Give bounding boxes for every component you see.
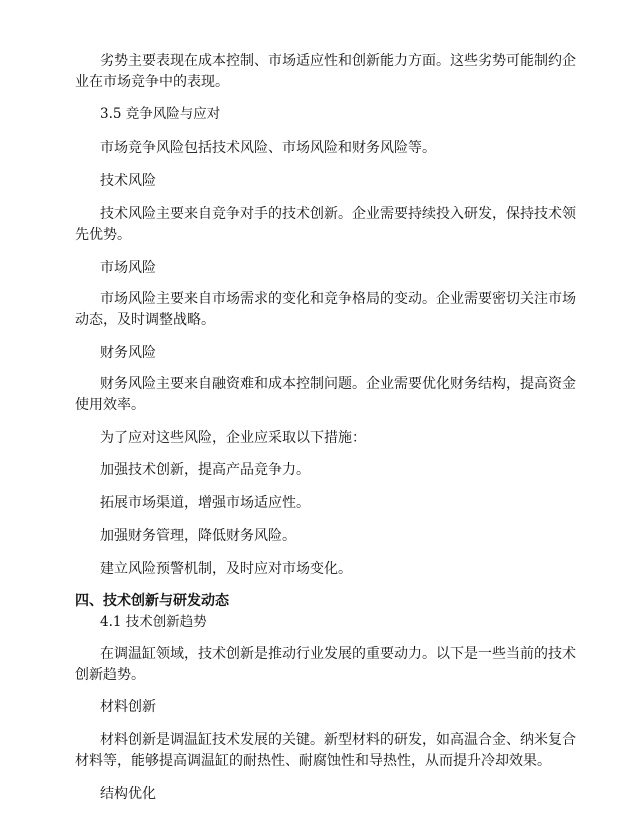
paragraph-innovation-trends: 在调温缸领域，技术创新是推动行业发展的重要动力。以下是一些当前的技术创新趋势。 [75, 646, 576, 683]
paragraph-tech-risk: 技术风险主要来自竞争对手的技术创新。企业需要持续投入研发，保持技术领先优势。 [75, 206, 576, 243]
paragraph-weakness: 劣势主要表现在成本控制、市场适应性和创新能力方面。这些劣势可能制约企业在市场竞争中的表现。 [75, 53, 576, 90]
list-item-measure-2: 拓展市场渠道，增强市场适应性。 [100, 495, 310, 511]
subheading-finance-risk: 财务风险 [100, 345, 156, 361]
paragraph-measures-intro: 为了应对这些风险，企业应采取以下措施： [100, 430, 366, 446]
subheading-structure-optimization: 结构优化 [100, 786, 156, 802]
list-item-measure-4: 建立风险预警机制，及时应对市场变化。 [100, 561, 352, 577]
paragraph-material-innovation: 材料创新是调温缸技术发展的关键。新型材料的研发，如高温合金、纳米复合材料等，能够提高调温缸的耐热性、耐腐蚀性和导热性，从而提升冷却效果。 [75, 732, 576, 769]
section-heading-3-5: 3.5 竞争风险与应对 [100, 106, 221, 122]
section-heading-4-1: 4.1 技术创新趋势 [100, 614, 207, 630]
chapter-heading-4: 四、技术创新与研发动态 [75, 593, 229, 609]
paragraph-market-risk: 市场风险主要来自市场需求的变化和竞争格局的变动。企业需要密切关注市场动态，及时调整战略。 [75, 291, 576, 328]
list-item-measure-1: 加强技术创新，提高产品竞争力。 [100, 462, 310, 478]
paragraph-finance-risk: 财务风险主要来自融资难和成本控制问题。企业需要优化财务结构，提高资金使用效率。 [75, 376, 576, 413]
subheading-tech-risk: 技术风险 [100, 173, 156, 189]
paragraph-risk-types: 市场竞争风险包括技术风险、市场风险和财务风险等。 [100, 140, 436, 156]
subheading-market-risk: 市场风险 [100, 260, 156, 276]
list-item-measure-3: 加强财务管理，降低财务风险。 [100, 528, 296, 544]
subheading-material-innovation: 材料创新 [100, 699, 156, 715]
